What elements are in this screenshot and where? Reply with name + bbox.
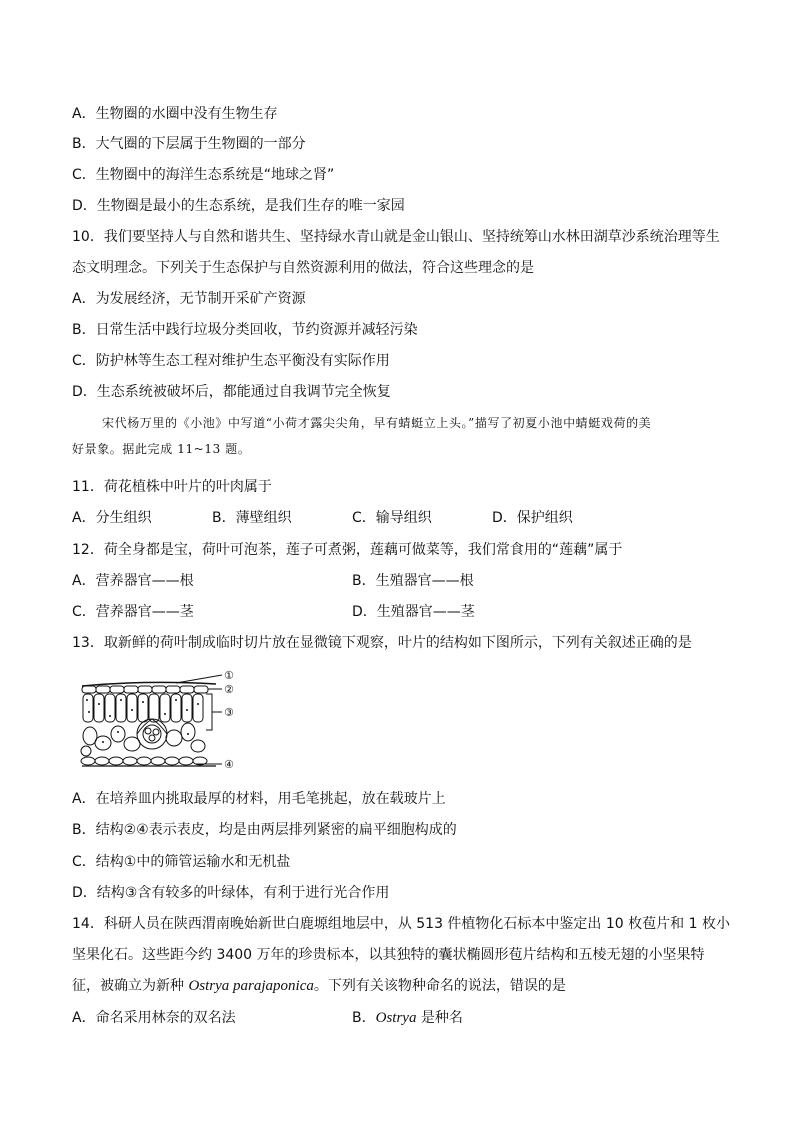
q13-option-d: D．结构③含有较多的叶绿体，有利于进行光合作用	[72, 885, 390, 901]
q14-option-b-post: 是种名	[416, 1010, 463, 1026]
label-2: ②	[224, 683, 234, 696]
q14-stem-line3	[72, 976, 566, 996]
q13-option-c: C．结构①中的筛管运输水和无机盐	[72, 854, 291, 870]
label-4: ④	[224, 758, 234, 771]
q10-option-d: D．生态系统被破坏后，都能通过自我调节完全恢复	[72, 384, 391, 400]
reading-passage	[72, 410, 732, 462]
q14-option-b	[352, 1008, 463, 1028]
q14-stem-line2: 坚果化石。这些距今约 3400 万年的珍贵标本，以其独特的囊状椭圆形苞片结构和五棱无翅的小坚果特	[72, 947, 705, 963]
q9-option-b: B．大气圈的下层属于生物圈的一部分	[72, 136, 306, 152]
q10-option-a: A．为发展经济，无节制开采矿产资源	[72, 291, 306, 307]
q9-option-d: D．生物圈是最小的生态系统，是我们生存的唯一家园	[72, 198, 405, 214]
passage-line2: 好景象。据此完成 11~13 题。	[72, 442, 251, 456]
label-3: ③	[224, 706, 234, 719]
q13-option-a: A．在培养皿内挑取最厚的材料，用毛笔挑起，放在载玻片上	[72, 791, 446, 807]
leaf-cross-section-figure	[76, 668, 266, 774]
q10-option-c: C．防护林等生态工程对维护生态平衡没有实际作用	[72, 353, 390, 369]
q12-stem: 12．荷全身都是宝，荷叶可泡茶，莲子可煮粥，莲藕可做菜等，我们常食用的“莲藕”属于	[72, 542, 623, 558]
q13-stem: 13．取新鲜的荷叶制成临时切片放在显微镜下观察，叶片的结构如下图所示，下列有关叙述正确的是	[72, 635, 692, 651]
q9-option-a: A．生物圈的水圈中没有生物生存	[72, 106, 278, 122]
vein-bundle	[137, 719, 167, 749]
q10-stem-line2: 态文明理念。下列关于生态保护与自然资源利用的做法，符合这些理念的是	[72, 260, 534, 276]
palisade-layer	[83, 694, 203, 722]
species-name: Ostrya parajaponica	[188, 978, 314, 994]
q12-option-c: C．营养器官——茎	[72, 604, 194, 620]
q11-option-a: A．分生组织	[72, 510, 152, 526]
q14-option-b-pre: B．	[352, 1010, 376, 1026]
q14-stem-line3-pre: 征，被确立为新种	[72, 978, 189, 994]
q11-option-d: D．保护组织	[492, 510, 573, 526]
q11-option-b: B．薄壁组织	[212, 510, 292, 526]
label-1: ①	[224, 669, 234, 682]
q12-option-a: A．营养器官——根	[72, 573, 194, 589]
lower-epidermis	[81, 757, 207, 765]
q10-stem-line1: 10．我们要坚持人与自然和谐共生、坚持绿水青山就是金山银山、坚持统筹山水林田湖草沙系统治理等生	[72, 229, 720, 245]
q12-option-b: B．生殖器官——根	[352, 573, 474, 589]
q11-stem: 11．荷花植株中叶片的叶肉属于	[72, 479, 272, 495]
spongy-layer	[81, 723, 205, 756]
q12-option-d: D．生殖器官——茎	[352, 604, 475, 620]
q14-stem-line1: 14．科研人员在陕西渭南晚始新世白鹿塬组地层中，从 513 件植物化石标本中鉴定出 10 枚苞片和 1 枚小	[72, 916, 730, 932]
q10-option-b: B．日常生活中践行垃圾分类回收，节约资源并减轻污染	[72, 322, 418, 338]
q9-option-c: C．生物圈中的海洋生态系统是“地球之肾”	[72, 167, 335, 183]
q14-option-a: A．命名采用林奈的双名法	[72, 1010, 236, 1026]
genus-name: Ostrya	[375, 1010, 417, 1026]
upper-epidermis	[82, 686, 208, 693]
q11-option-c: C．输导组织	[352, 510, 432, 526]
q13-option-b: B．结构②④表示表皮，均是由两层排列紧密的扁平细胞构成的	[72, 822, 457, 838]
passage-line1: 宋代杨万里的《小池》中写道“小荷才露尖尖角，早有蜻蜓立上头。”描写了初夏小池中蜻蜓戏荷的美	[102, 416, 652, 430]
q14-stem-line3-post: 。下列有关该物种命名的说法，错误的是	[313, 978, 566, 994]
